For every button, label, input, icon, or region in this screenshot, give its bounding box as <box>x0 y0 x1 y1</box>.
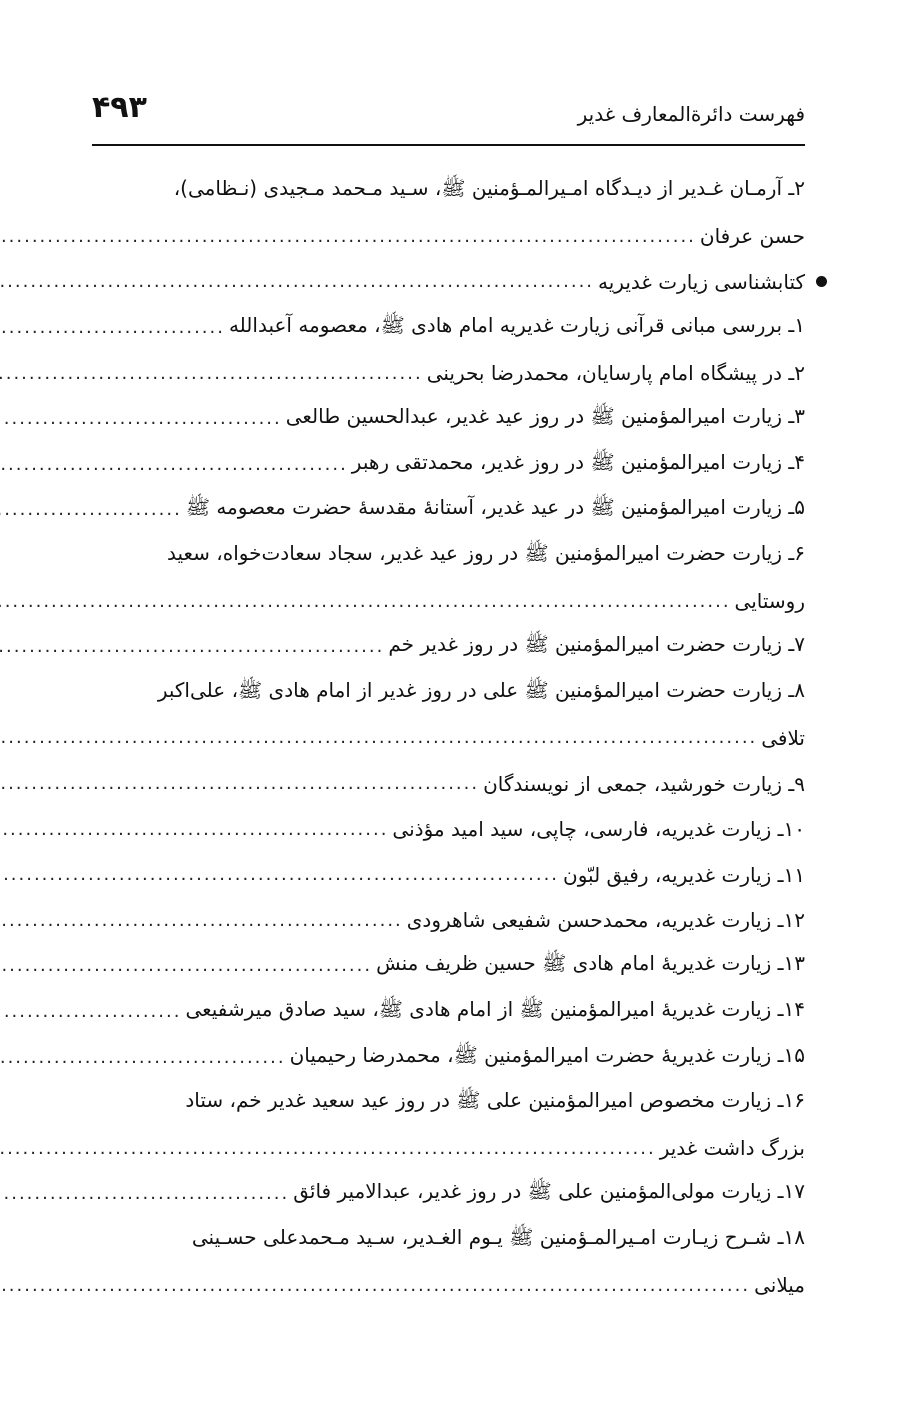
table-of-contents <box>95 168 805 1308</box>
toc-line <box>95 715 805 761</box>
dot-leader <box>0 591 731 612</box>
toc-line <box>95 350 805 396</box>
dot-leader <box>0 819 388 840</box>
toc-entry-text: ۵ـ زیارت امیرالمؤمنین ﷺ در عید غدیر، آستانهٔ مقدسهٔ حضرت معصومه ﷺ <box>185 495 805 520</box>
toc-line <box>95 487 805 533</box>
toc-line <box>95 442 805 488</box>
dot-leader <box>0 271 594 292</box>
dot-leader <box>0 408 282 429</box>
toc-entry-text: ۱۳ـ زیارت غدیریهٔ امام هادی ﷺ حسین ظریف منش <box>376 951 805 976</box>
toc-line <box>95 1034 805 1080</box>
toc-entry-text: ۲ـ آرمـان غـدیر از دیـدگاه امـیرالمـؤمنین ﷺ، سـید مـحمد مـجیدی (نـظامی)، <box>173 176 805 201</box>
toc-line <box>95 852 805 898</box>
toc-entry-text: ۱۱ـ زیارت غدیریه، رفیق لبّون <box>563 862 805 887</box>
toc-line <box>95 670 805 716</box>
dot-leader <box>0 955 372 976</box>
toc-entry-text: ۷ـ زیارت حضرت امیرالمؤمنین ﷺ در روز غدیر خم <box>388 632 805 657</box>
toc-entry-text: ۱۸ـ شـرح زیـارت امـیرالمـؤمنین ﷺ یـوم الغـدیر، سـید مـحمدعلی حسـینی <box>191 1224 805 1249</box>
toc-line <box>95 989 805 1035</box>
toc-entry-text: ۴ـ زیارت امیرالمؤمنین ﷺ در روز غدیر، محمدتقی رهبر <box>351 449 805 474</box>
toc-entry-text: ۱۵ـ زیارت غدیریهٔ حضرت امیرالمؤمنین ﷺ، محمدرضا رحیمیان <box>289 1042 805 1067</box>
toc-line <box>95 761 805 807</box>
toc-line <box>95 214 805 260</box>
toc-entry-text: ۲ـ در پیشگاه امام پارسایان، محمدرضا بحرینی <box>426 361 805 386</box>
toc-entry-text: ۱۰ـ زیارت غدیریه، فارسی، چاپی، سید امید مؤذنی <box>392 817 805 842</box>
toc-entry-text: ۱۴ـ زیارت غدیریهٔ امیرالمؤمنین ﷺ از امام هادی ﷺ، سید صادق میرشفیعی <box>185 996 805 1021</box>
toc-line <box>95 1125 805 1171</box>
dot-leader <box>0 1183 289 1204</box>
toc-entry-text: ۶ـ زیارت حضرت امیرالمؤمنین ﷺ در روز عید غدیر، سجاد سعادت‌خواه، سعید <box>166 541 805 566</box>
dot-leader <box>0 454 348 475</box>
dot-leader <box>0 1047 286 1068</box>
toc-line <box>95 259 805 305</box>
toc-line <box>95 1080 805 1126</box>
toc-entry-text: ۱۷ـ زیارت مولی‌المؤمنین علی ﷺ در روز غدیر، عبدالامیر فائق <box>293 1179 805 1204</box>
dot-leader <box>0 1001 181 1022</box>
toc-entry-text: ۹ـ زیارت خورشید، جمعی از نویسندگان <box>483 771 805 796</box>
toc-line <box>95 396 805 442</box>
toc-line <box>95 624 805 670</box>
toc-entry-text: حسن عرفان <box>699 224 805 249</box>
toc-entry-text: میلانی <box>754 1273 805 1298</box>
toc-line <box>95 1217 805 1263</box>
page-number: ۴۹۳ <box>92 90 147 125</box>
dot-leader <box>0 317 225 338</box>
toc-line <box>95 898 805 944</box>
toc-entry-text: تلافی <box>761 725 805 750</box>
toc-line <box>95 305 805 351</box>
toc-entry-text: ۱ـ بررسی مبانی قرآنی زیارت غدیریه امام هادی ﷺ، معصومه آعبدالله <box>228 313 805 338</box>
dot-leader <box>0 773 479 794</box>
toc-line <box>95 578 805 624</box>
dot-leader <box>0 363 423 384</box>
dot-leader <box>0 226 696 247</box>
dot-leader <box>0 636 384 657</box>
dot-leader <box>0 499 182 520</box>
dot-leader <box>0 864 559 885</box>
toc-line <box>95 533 805 579</box>
page-header <box>92 86 805 146</box>
toc-entry-text: ۱۲ـ زیارت غدیریه، محمدحسن شفیعی شاهرودی <box>406 908 805 933</box>
dot-leader <box>0 1138 656 1159</box>
toc-line <box>95 1171 805 1217</box>
toc-entry-text: ۱۶ـ زیارت مخصوص امیرالمؤمنین علی ﷺ در روز عید سعید غدیر خم، ستاد <box>185 1088 805 1113</box>
running-title: فهرست دائرةالمعارف غدیر <box>577 102 805 126</box>
toc-entry-text: بزرگ داشت غدیر <box>659 1136 805 1161</box>
toc-entry-text: کتابشناسی زیارت غدیریه <box>598 269 805 294</box>
toc-line <box>95 943 805 989</box>
bullet-icon <box>816 276 827 287</box>
toc-entry-text: روستایی <box>734 589 805 614</box>
toc-entry-text: ۸ـ زیارت حضرت امیرالمؤمنین ﷺ علی در روز غدیر از امام هادی ﷺ، علی‌اکبر <box>157 677 805 702</box>
dot-leader <box>0 727 757 748</box>
toc-line <box>95 168 805 214</box>
dot-leader <box>0 1275 750 1296</box>
toc-line <box>95 806 805 852</box>
toc-line <box>95 1262 805 1308</box>
toc-entry-text: ۳ـ زیارت امیرالمؤمنین ﷺ در روز عید غدیر، عبدالحسین طالعی <box>285 404 805 429</box>
dot-leader <box>0 910 403 931</box>
